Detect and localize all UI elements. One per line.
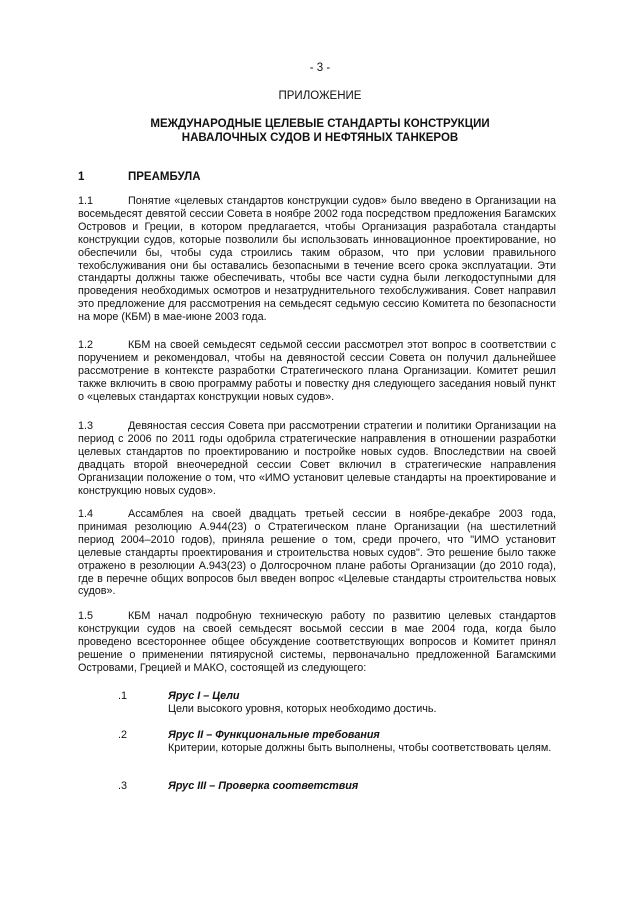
section-number: 1	[78, 171, 85, 183]
paragraph-1-5	[78, 610, 556, 675]
paragraph-number: 1.4	[78, 508, 94, 520]
tier-heading: Ярус II – Функциональные требования	[168, 729, 380, 741]
tier-index: .3	[118, 780, 128, 792]
paragraph-1-1	[78, 195, 556, 324]
tier-description: Цели высокого уровня, которых необходимо достичь.	[168, 703, 437, 715]
tier-description: Критерии, которые должны быть выполнены, чтобы соответствовать целям.	[168, 742, 552, 754]
paragraph-text: Ассамблея на своей двадцать третьей сессии в ноябре-декабре 2003 года, принимая резолюцию A.944(23) о Стратегическом плане Организации (на шестилетний период 2004–2010 годов), приняла решение о том, среди прочего, что "ИМО установит целевые стандарты проектирования и строительства новых судов". Это решение было также отражено в резолюции A.943(23) о Долгосрочном плане работы Организации (до 2010 года), где в перечне общих вопросов был введен вопрос «Целевые стандарты строительства новых судов».	[78, 508, 556, 598]
paragraph-text: КБМ начал подробную техническую работу по развитию целевых стандартов конструкции судов на своей семьдесят восьмой сессии в мае 2004 года, когда было проведено всестороннее общее обсуждение соответствующих вопросов и Комитет принял решение о применении пятиярусной системы, первоначально предложенной Багамскими Островами, Грецией и МАКО, состоящей из следующего:	[78, 610, 556, 674]
paragraph-1-2	[78, 339, 556, 404]
document-title	[0, 117, 640, 145]
paragraph-number: 1.5	[78, 610, 94, 622]
title-line-1: МЕЖДУНАРОДНЫЕ ЦЕЛЕВЫЕ СТАНДАРТЫ КОНСТРУКЦИИ	[150, 118, 490, 130]
paragraph-text: Понятие «целевых стандартов конструкции судов» было введено в Организации на восемьдесят девятой сессии Совета в ноябре 2002 года посредством предложения Багамских Островов и Греции, в котором предлагается, чтобы Организация разработала стандарты конструкции судов, которые позволили бы использовать инновационное проектирование, но обеспечили бы, чтобы суда строились таким образом, что при условии правильного техобслуживания они бы оставались безопасными в течение всего срока эксплуатации. Эти стандарты должны также обеспечивать, чтобы все части судна были легкодоступными для проведения необходимых осмотров и незатруднительного техобслуживания. Совет направил это предложение для рассмотрения на семьдесят седьмую сессию Комитета по безопасности на море (КБМ) в мае-июне 2003 года.	[78, 195, 556, 324]
section-heading	[78, 171, 201, 183]
paragraph-number: 1.2	[78, 339, 94, 351]
tier-index: .2	[118, 729, 128, 741]
paragraph-text: Девяностая сессия Совета при рассмотрении стратегии и политики Организации на период с 2006 по 2011 годы одобрила стратегические направления в отношении разработки целевых стандартов по проектированию и постройке новых судов. Впоследствии на своей двадцать второй внеочередной сессии Совет включил в стратегические направления Организации положение о том, что «ИМО установит целевые стандарты на проектирование и конструкцию новых судов».	[78, 420, 556, 497]
paragraph-number: 1.3	[78, 420, 94, 432]
section-title: ПРЕАМБУЛА	[128, 171, 201, 183]
title-line-2: НАВАЛОЧНЫХ СУДОВ И НЕФТЯНЫХ ТАНКЕРОВ	[181, 132, 459, 144]
tier-item	[118, 729, 558, 773]
tier-index: .1	[118, 690, 128, 702]
annex-label: ПРИЛОЖЕНИЕ	[278, 90, 362, 102]
tier-item	[118, 780, 558, 796]
paragraph-number: 1.1	[78, 195, 94, 207]
paragraph-1-4	[78, 508, 556, 598]
tier-item	[118, 690, 558, 720]
paragraph-text: КБМ на своей семьдесят седьмой сессии рассмотрел этот вопрос в соответствии с поручением и рекомендовал, чтобы на девяностой сессии Совета он получил дальнейшее рассмотрение в контексте разработки Стратегического плана Организации. Комитет решил также включить в свою программу работы и повестку дня следующего заседания новый пункт о «целевых стандартах конструкции новых судов».	[78, 339, 556, 403]
tier-heading: Ярус I – Цели	[168, 690, 240, 702]
page-number: - 3 -	[309, 62, 331, 74]
paragraph-1-3	[78, 420, 556, 497]
tier-heading: Ярус III – Проверка соответствия	[168, 780, 359, 792]
